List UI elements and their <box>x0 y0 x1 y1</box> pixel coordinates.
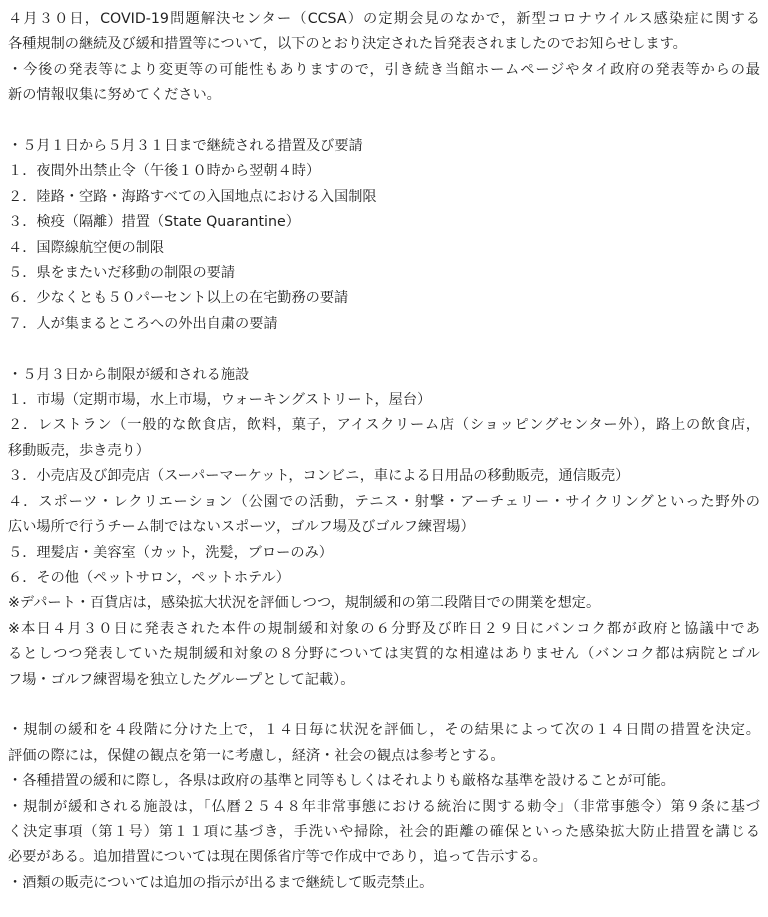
intro-line-3: ・今後の発表等により変更等の可能性もありますので，引き続き当館ホームページやタイ政府の発表等からの最 <box>8 61 760 78</box>
relaxed-item-1: １．市場（定期市場，水上市場，ウォーキングストリート，屋台） <box>8 392 432 409</box>
relaxed-item-2-line-2: 移動販売，歩き売り） <box>8 442 150 459</box>
continued-item-4: ４．国際線航空便の制限 <box>8 239 165 256</box>
intro-line-1: ４月３０日，COVID-19問題解決センター（CCSA）の定期会見のなかで，新型コロナウイルス感染症に関する <box>8 11 760 27</box>
continued-item-2: ２．陸路・空路・海路すべての入国地点における入国制限 <box>8 188 377 205</box>
relaxed-item-4-line-2: 広い場所で行うチーム制ではないスポーツ，ゴルフ場及びゴルフ練習場） <box>8 519 475 536</box>
continued-item-3: ３．検疫（隔離）措置（State Quarantine） <box>8 214 300 231</box>
continued-item-5: ５．県をまたいだ移動の制限の要請 <box>8 265 236 282</box>
relaxed-note-1: ※デパート・百貨店は，感染拡大状況を評価しつつ，規制緩和の第二段階目での開業を想定。 <box>8 595 601 612</box>
intro-line-4: 新の情報収集に努めてください。 <box>8 87 221 104</box>
continued-item-1: １．夜間外出禁止令（午後１０時から翌朝４時） <box>8 163 321 180</box>
rules-paragraph-3-line-2: く決定事項（第１号）第１１項に基づき，手洗いや掃除，社会的距離の確保といった感染拡大防止措置を講じる <box>8 823 760 840</box>
rules-paragraph-1-line-1: ・規制の緩和を４段階に分けた上で，１４日毎に状況を評価し，その結果によって次の１４日間の措置を決定。 <box>8 722 760 739</box>
relaxed-facilities-heading: ・５月３日から制限が緩和される施設 <box>8 366 250 383</box>
continued-measures-heading: ・５月１日から５月３１日まで継続される措置及び要請 <box>8 138 363 155</box>
rules-paragraph-3-line-1: ・規制が緩和される施設は，「仏暦２５４８年非常事態における統治に関する勅令」（非常事態令）第９条に基づ <box>8 798 760 815</box>
spacer <box>8 109 760 134</box>
intro-line-2: 各種規制の継続及び緩和措置等について，以下のとおり決定された旨発表されましたのでお知らせします。 <box>8 36 687 53</box>
relaxed-note-2-line-1: ※本日４月３０日に発表された本件の規制緩和対象の６分野及び昨日２９日にバンコク都が政府と協議中であ <box>8 620 760 637</box>
rules-paragraph-1-line-2: 評価の際には，保健の観点を第一に考慮し，経済・社会の観点は参考とする。 <box>8 747 505 764</box>
spacer <box>8 337 760 362</box>
spacer <box>8 693 760 718</box>
relaxed-item-2-line-1: ２．レストラン（一般的な飲食店，飲料，菓子，アイスクリーム店（ショッピングセンター外），路上の飲食店， <box>8 417 760 434</box>
continued-item-6: ６．少なくとも５０パーセント以上の在宅勤務の要請 <box>8 290 349 307</box>
rules-paragraph-3-line-3: 必要がある。追加措置については現在関係省庁等で作成中であり，追って告示する。 <box>8 849 547 866</box>
continued-item-7: ７．人が集まるところへの外出自粛の要請 <box>8 315 278 332</box>
relaxed-item-6: ６．その他（ペットサロン，ペットホテル） <box>8 569 290 586</box>
rules-paragraph-4: ・酒類の販売については追加の指示が出るまで継続して販売禁止。 <box>8 874 434 891</box>
relaxed-note-2-line-3: フ場・ゴルフ練習場を独立したグループとして記載）。 <box>8 671 355 688</box>
relaxed-item-5: ５．理髪店・美容室（カット，洗髪，ブローのみ） <box>8 544 333 561</box>
relaxed-note-2-line-2: るとしつつ発表していた規制緩和対象の８分野については実質的な相違はありません（バンコク都は病院とゴル <box>8 646 760 663</box>
relaxed-item-4-line-1: ４．スポーツ・レクリエーション（公園での活動，テニス・射撃・アーチェリー・サイクリングといった野外の <box>8 493 760 510</box>
relaxed-item-3: ３．小売店及び卸売店（スーパーマーケット，コンビニ，車による日用品の移動販売，通信販売） <box>8 468 630 485</box>
rules-paragraph-2: ・各種措置の緩和に際し，各県は政府の基準と同等もしくはそれよりも厳格な基準を設けることが可能。 <box>8 773 675 790</box>
